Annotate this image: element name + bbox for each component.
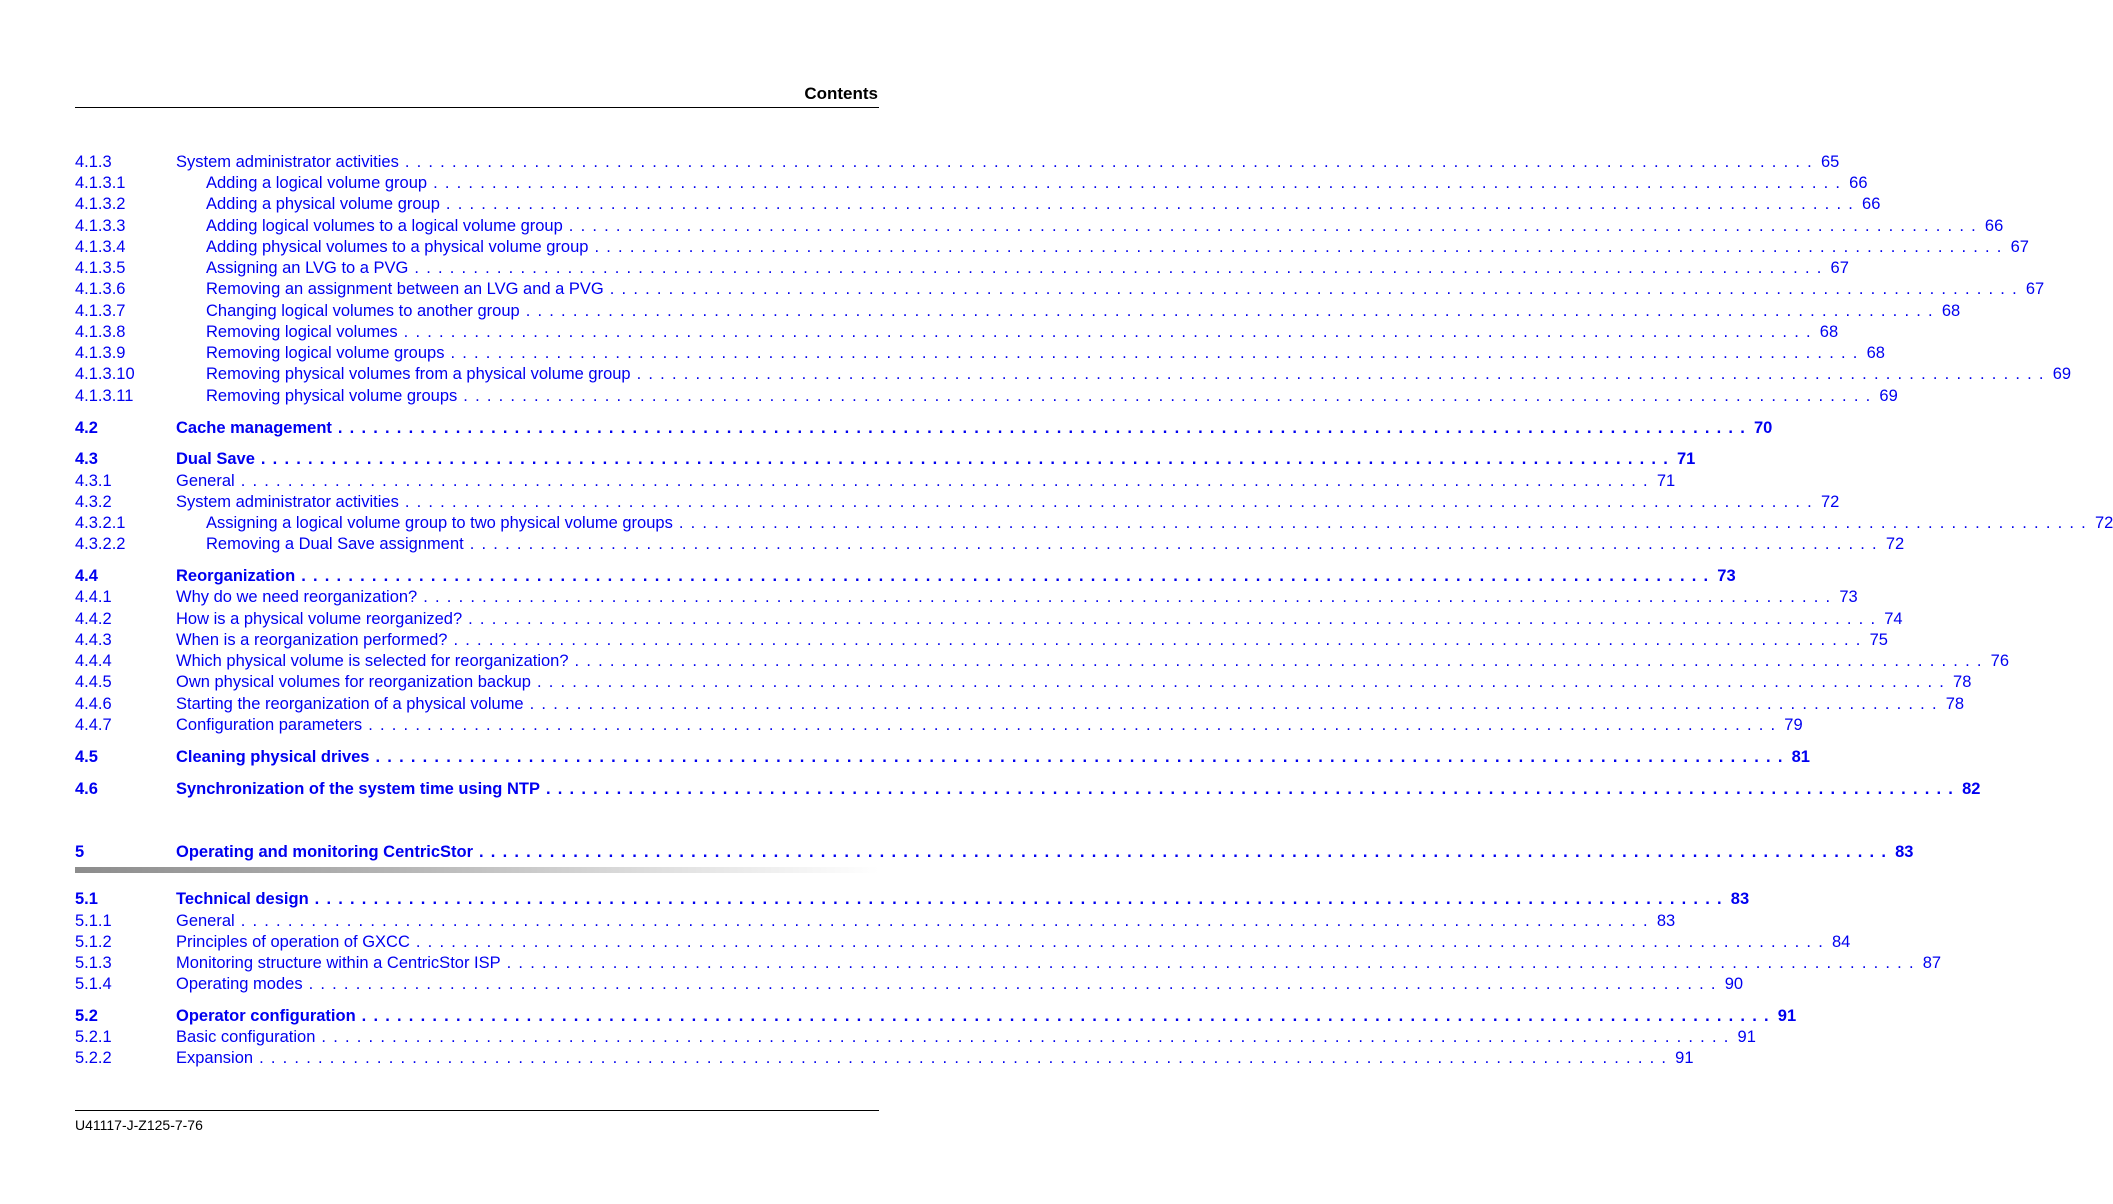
toc-entry[interactable] xyxy=(75,492,1840,513)
toc-entry-link[interactable] xyxy=(206,194,1881,215)
toc-entry[interactable] xyxy=(75,237,2029,258)
toc-entry-title: Adding a logical volume group xyxy=(206,174,428,192)
toc-entry-link[interactable] xyxy=(176,889,1750,910)
toc-dot-leader: ........................................................................................................................ xyxy=(404,153,1819,171)
toc-entry-title: Changing logical volumes to another group xyxy=(206,302,520,320)
toc-entry-page-number: 71 xyxy=(1656,472,1676,490)
toc-entry-link[interactable] xyxy=(176,911,1676,932)
toc-entry-link[interactable] xyxy=(176,953,1942,974)
toc-dot-leader: ........................................................................................................................ xyxy=(529,695,1944,713)
toc-entry-page-number: 68 xyxy=(1941,302,1961,320)
toc-entry-title: Removing physical volumes from a physical volume group xyxy=(206,365,631,383)
toc-entry-link[interactable] xyxy=(206,343,1885,364)
toc-dot-leader: ........................................................................................................................ xyxy=(375,748,1790,766)
toc-entry-number: 4.4.4 xyxy=(75,652,112,670)
toc-entry-link[interactable] xyxy=(206,237,2029,258)
toc-entry-number: 5.2.2 xyxy=(75,1049,112,1067)
toc-entry[interactable] xyxy=(75,301,1961,322)
toc-dot-leader: ........................................................................................................................ xyxy=(463,387,1878,405)
toc-entry-page-number: 73 xyxy=(1717,567,1736,585)
toc-entry-link[interactable] xyxy=(176,715,1803,736)
toc-dot-leader: ........................................................................................................................ xyxy=(594,238,2009,256)
toc-entry-title: Why do we need reorganization? xyxy=(176,588,418,606)
toc-entry-number: 4.1.3.3 xyxy=(75,217,126,235)
toc-entry-title: System administrator activities xyxy=(176,153,399,171)
toc-entry-page-number: 91 xyxy=(1777,1007,1797,1025)
toc-entry-page-number: 69 xyxy=(1879,387,1898,405)
toc-entry-link[interactable] xyxy=(206,301,1961,322)
footer-rule xyxy=(75,1110,879,1111)
toc-entry-link[interactable] xyxy=(176,932,1851,953)
toc-dot-leader: ........................................................................................................................ xyxy=(404,493,1819,511)
toc-entry[interactable] xyxy=(75,173,1868,194)
toc-entry-title: Removing an assignment between an LVG and a PVG xyxy=(206,280,604,298)
toc-entry-title: Operating modes xyxy=(176,975,303,993)
toc-entry-title: Expansion xyxy=(176,1049,254,1067)
toc-entry-link[interactable] xyxy=(176,587,1858,608)
toc-entry-title: Cache management xyxy=(176,419,332,437)
toc-entry-number: 4.4.6 xyxy=(75,695,112,713)
toc-entry-page-number: 82 xyxy=(1962,780,1981,798)
toc-entry[interactable] xyxy=(75,779,1981,800)
toc-entry-number: 4.4.2 xyxy=(75,610,112,628)
toc-dot-leader: ........................................................................................................................ xyxy=(240,472,1655,490)
toc-entry-link[interactable] xyxy=(206,216,2004,237)
toc-dot-leader: ........................................................................................................................ xyxy=(536,673,1952,691)
toc-entry-link[interactable] xyxy=(176,747,1810,768)
toc-entry-link[interactable] xyxy=(176,566,1736,587)
toc-entry-link[interactable] xyxy=(176,152,1840,173)
toc-entry[interactable] xyxy=(75,651,2009,672)
toc-entry-title: Starting the reorganization of a physical volume xyxy=(176,695,524,713)
toc-entry[interactable] xyxy=(75,566,1736,587)
toc-entry-number: 5.1.1 xyxy=(75,912,112,930)
toc-entry-number: 5.2 xyxy=(75,1007,98,1025)
toc-entry[interactable] xyxy=(75,889,1750,910)
toc-entry-title: Synchronization of the system time using NTP xyxy=(176,780,540,798)
toc-entry[interactable] xyxy=(75,911,1676,932)
toc-dot-leader: ........................................................................................................................ xyxy=(525,302,1940,320)
toc-entry-number: 4.3.2.1 xyxy=(75,514,126,532)
toc-entry-link[interactable] xyxy=(176,492,1840,513)
toc-dot-leader: ........................................................................................................................ xyxy=(414,259,1829,277)
toc-dot-leader: ........................................................................................................................ xyxy=(368,716,1783,734)
toc-dot-leader: ........................................................................................................................ xyxy=(433,174,1848,192)
toc-entry-title: Technical design xyxy=(176,890,309,908)
toc-entry-link[interactable] xyxy=(176,471,1676,492)
toc-entry[interactable] xyxy=(75,1027,1756,1048)
toc-entry-number: 4.1.3.1 xyxy=(75,174,126,192)
toc-entry-number: 4.6 xyxy=(75,780,98,798)
toc-dot-leader: ........................................................................................................................ xyxy=(609,280,2024,298)
toc-dot-leader: ........................................................................................................................ xyxy=(450,344,1865,362)
toc-entry-title: Operator configuration xyxy=(176,1007,356,1025)
toc-entry-page-number: 83 xyxy=(1895,843,1914,861)
toc-entry-page-number: 67 xyxy=(1830,259,1849,277)
toc-dot-leader: ........................................................................................................................ xyxy=(260,450,1675,468)
toc-entry-number: 4.2 xyxy=(75,419,98,437)
toc-entry-number: 4.4 xyxy=(75,567,98,585)
toc-entry-number: 4.4.5 xyxy=(75,673,112,691)
toc-dot-leader: ........................................................................................................................ xyxy=(468,610,1883,628)
toc-dot-leader: ........................................................................................................................ xyxy=(574,652,1989,670)
toc-entry-link[interactable] xyxy=(176,449,1696,470)
toc-entry[interactable] xyxy=(75,513,2113,534)
toc-entry-page-number: 70 xyxy=(1754,419,1773,437)
toc-entry-link[interactable] xyxy=(176,974,1744,995)
toc-entry-page-number: 83 xyxy=(1730,890,1750,908)
toc-entry-page-number: 91 xyxy=(1675,1049,1694,1067)
toc-entry-title: Assigning an LVG to a PVG xyxy=(206,259,409,277)
toc-entry[interactable] xyxy=(75,630,1888,651)
toc-entry-title: Configuration parameters xyxy=(176,716,363,734)
toc-entry-link[interactable] xyxy=(206,173,1868,194)
toc-entry-page-number: 72 xyxy=(1820,493,1840,511)
toc-dot-leader: ........................................................................................................................ xyxy=(506,954,1921,972)
toc-entry-page-number: 81 xyxy=(1791,748,1810,766)
toc-entry-link[interactable] xyxy=(206,279,2045,300)
toc-entry-title: Reorganization xyxy=(176,567,296,585)
toc-entry-link[interactable] xyxy=(176,1027,1756,1048)
toc-entry-title: General xyxy=(176,472,235,490)
toc-entry[interactable] xyxy=(75,194,1881,215)
toc-entry-page-number: 66 xyxy=(1849,174,1868,192)
toc-entry[interactable] xyxy=(75,1006,1797,1027)
toc-entry-page-number: 68 xyxy=(1866,344,1885,362)
toc-entry-title: Removing logical volumes xyxy=(206,323,398,341)
toc-entry-title: How is a physical volume reorganized? xyxy=(176,610,463,628)
toc-entry-page-number: 67 xyxy=(2025,280,2045,298)
toc-entry-number: 5 xyxy=(75,843,85,861)
toc-entry[interactable] xyxy=(75,152,1840,173)
toc-dot-leader: ........................................................................................................................ xyxy=(308,975,1723,993)
toc-entry-title: Own physical volumes for reorganization backup xyxy=(176,673,531,691)
header-rule xyxy=(75,107,879,108)
toc-entry[interactable] xyxy=(75,534,1905,555)
toc-entry-link[interactable] xyxy=(206,364,2072,385)
toc-entry-page-number: 91 xyxy=(1737,1028,1756,1046)
toc-entry-number: 4.4.1 xyxy=(75,588,112,606)
toc-entry-page-number: 71 xyxy=(1676,450,1696,468)
toc-entry-link[interactable] xyxy=(176,651,2009,672)
toc-entry-number: 4.1.3.10 xyxy=(75,365,135,383)
toc-entry[interactable] xyxy=(75,471,1676,492)
toc-entry-link[interactable] xyxy=(176,694,1965,715)
toc-entry-page-number: 79 xyxy=(1784,716,1803,734)
toc-entry-number: 4.4.7 xyxy=(75,716,112,734)
toc-entry-page-number: 87 xyxy=(1922,954,1942,972)
toc-entry[interactable] xyxy=(75,609,1903,630)
toc-entry-page-number: 67 xyxy=(2010,238,2029,256)
toc-dot-leader: ........................................................................................................................ xyxy=(314,890,1729,908)
toc-dot-leader: ........................................................................................................................ xyxy=(301,567,1716,585)
toc-entry-number: 5.2.1 xyxy=(75,1028,112,1046)
toc-dot-leader: ........................................................................................................................ xyxy=(469,535,1884,553)
toc-entry-link[interactable] xyxy=(176,630,1888,651)
chapter-divider-bar xyxy=(75,867,879,873)
toc-entry-page-number: 78 xyxy=(1945,695,1965,713)
toc-entry-number: 4.4.3 xyxy=(75,631,112,649)
toc-entry[interactable] xyxy=(75,1048,1694,1069)
toc-dot-leader: ........................................................................................................................ xyxy=(361,1007,1776,1025)
toc-entry[interactable] xyxy=(75,694,1965,715)
toc-dot-leader: ........................................................................................................................ xyxy=(445,195,1861,213)
toc-entry-title: System administrator activities xyxy=(176,493,399,511)
toc-dot-leader: ........................................................................................................................ xyxy=(423,588,1838,606)
toc-entry-number: 4.3 xyxy=(75,450,98,468)
toc-entry-page-number: 84 xyxy=(1831,933,1851,951)
toc-entry-page-number: 90 xyxy=(1724,975,1744,993)
toc-dot-leader: ........................................................................................................................ xyxy=(240,912,1655,930)
toc-entry-title: Adding a physical volume group xyxy=(206,195,440,213)
toc-entry-number: 4.1.3.9 xyxy=(75,344,126,362)
toc-entry-number: 5.1.2 xyxy=(75,933,112,951)
toc-entry[interactable] xyxy=(75,279,2045,300)
toc-entry-number: 4.3.2 xyxy=(75,493,112,511)
toc-dot-leader: ........................................................................................................................ xyxy=(636,365,2051,383)
toc-dot-leader: ........................................................................................................................ xyxy=(403,323,1818,341)
toc-entry-link[interactable] xyxy=(176,1048,1694,1069)
toc-dot-leader: ........................................................................................................................ xyxy=(321,1028,1736,1046)
toc-dot-leader: ........................................................................................................................ xyxy=(259,1049,1674,1067)
toc-entry-title: Assigning a logical volume group to two physical volume groups xyxy=(206,514,673,532)
toc-entry-page-number: 66 xyxy=(1984,217,2004,235)
toc-entry-title: Dual Save xyxy=(176,450,255,468)
toc-entry-link[interactable] xyxy=(206,258,1849,279)
toc-entry-page-number: 69 xyxy=(2052,365,2072,383)
toc-entry[interactable] xyxy=(75,449,1696,470)
toc-entry-page-number: 66 xyxy=(1862,195,1881,213)
toc-entry-title: Principles of operation of GXCC xyxy=(176,933,410,951)
toc-entry-page-number: 65 xyxy=(1820,153,1840,171)
toc-entry-link[interactable] xyxy=(206,322,1839,343)
toc-entry[interactable] xyxy=(75,343,1885,364)
toc-entry-page-number: 72 xyxy=(1885,535,1905,553)
toc-entry-number: 5.1 xyxy=(75,890,98,908)
toc-entry[interactable] xyxy=(75,322,1839,343)
toc-entry-title: When is a reorganization performed? xyxy=(176,631,448,649)
toc-entry-title: Basic configuration xyxy=(176,1028,316,1046)
document-code: U41117-J-Z125-7-76 xyxy=(75,1117,203,1133)
toc-entry-title: Adding physical volumes to a physical volume group xyxy=(206,238,589,256)
toc-entry[interactable] xyxy=(75,715,1803,736)
toc-entry[interactable] xyxy=(75,258,1849,279)
toc-entry-page-number: 76 xyxy=(1990,652,2009,670)
toc-entry-title: Cleaning physical drives xyxy=(176,748,370,766)
toc-entry-link[interactable] xyxy=(176,418,1773,439)
toc-entry-number: 4.1.3 xyxy=(75,153,112,171)
toc-entry-link[interactable] xyxy=(176,779,1981,800)
toc-entry[interactable] xyxy=(75,953,1942,974)
toc-dot-leader: ........................................................................................................................ xyxy=(568,217,1983,235)
toc-entry[interactable] xyxy=(75,364,2072,385)
toc-entry[interactable] xyxy=(75,932,1851,953)
toc-entry-title: Removing physical volume groups xyxy=(206,387,458,405)
toc-entry-title: Removing logical volume groups xyxy=(206,344,445,362)
toc-entry-link[interactable] xyxy=(206,534,1905,555)
toc-entry-number: 4.1.3.6 xyxy=(75,280,126,298)
toc-entry-link[interactable] xyxy=(176,672,1972,693)
toc-entry-title: Operating and monitoring CentricStor xyxy=(176,843,474,861)
toc-entry-number: 4.5 xyxy=(75,748,98,766)
toc-entry-link[interactable] xyxy=(206,513,2113,534)
toc-entry-link[interactable] xyxy=(176,842,1914,863)
toc-entry-title: Monitoring structure within a CentricStor ISP xyxy=(176,954,501,972)
toc-entry-title: Which physical volume is selected for reorganization? xyxy=(176,652,569,670)
toc-entry[interactable] xyxy=(75,386,1898,407)
page-header-title: Contents xyxy=(804,84,878,103)
toc-entry-number: 4.1.3.11 xyxy=(75,387,134,405)
toc-entry-number: 4.3.2.2 xyxy=(75,535,126,553)
toc-dot-leader: ........................................................................................................................ xyxy=(337,419,1752,437)
toc-entry-page-number: 83 xyxy=(1656,912,1676,930)
toc-entry-page-number: 72 xyxy=(2094,514,2113,532)
toc-entry-link[interactable] xyxy=(206,386,1898,407)
toc-dot-leader: ........................................................................................................................ xyxy=(678,514,2093,532)
toc-entry[interactable] xyxy=(75,974,1744,995)
toc-entry-page-number: 75 xyxy=(1869,631,1888,649)
toc-entry[interactable] xyxy=(75,672,1972,693)
toc-entry[interactable] xyxy=(75,587,1858,608)
toc-entry-number: 4.1.3.2 xyxy=(75,195,126,213)
toc-entry-number: 4.1.3.4 xyxy=(75,238,126,256)
toc-entry[interactable] xyxy=(75,418,1773,439)
toc-entry-number: 4.1.3.5 xyxy=(75,259,126,277)
toc-entry[interactable] xyxy=(75,747,1810,768)
toc-entry-link[interactable] xyxy=(176,1006,1797,1027)
toc-entry-number: 4.3.1 xyxy=(75,472,112,490)
toc-dot-leader: ........................................................................................................................ xyxy=(479,843,1894,861)
toc-entry-title: Adding logical volumes to a logical volume group xyxy=(206,217,563,235)
toc-entry-title: General xyxy=(176,912,235,930)
toc-entry-link[interactable] xyxy=(176,609,1903,630)
toc-dot-leader: ........................................................................................................................ xyxy=(453,631,1868,649)
toc-entry-number: 4.1.3.8 xyxy=(75,323,126,341)
toc-entry[interactable] xyxy=(75,842,1914,863)
toc-entry-page-number: 68 xyxy=(1819,323,1839,341)
toc-entry-page-number: 73 xyxy=(1839,588,1858,606)
toc-entry-page-number: 74 xyxy=(1884,610,1903,628)
toc-entry-title: Removing a Dual Save assignment xyxy=(206,535,464,553)
toc-entry-page-number: 78 xyxy=(1953,673,1972,691)
toc-dot-leader: ........................................................................................................................ xyxy=(415,933,1830,951)
toc-entry-number: 4.1.3.7 xyxy=(75,302,126,320)
toc-dot-leader: ........................................................................................................................ xyxy=(545,780,1961,798)
toc-entry-number: 5.1.3 xyxy=(75,954,112,972)
toc-entry[interactable] xyxy=(75,216,2004,237)
toc-entry-number: 5.1.4 xyxy=(75,975,112,993)
